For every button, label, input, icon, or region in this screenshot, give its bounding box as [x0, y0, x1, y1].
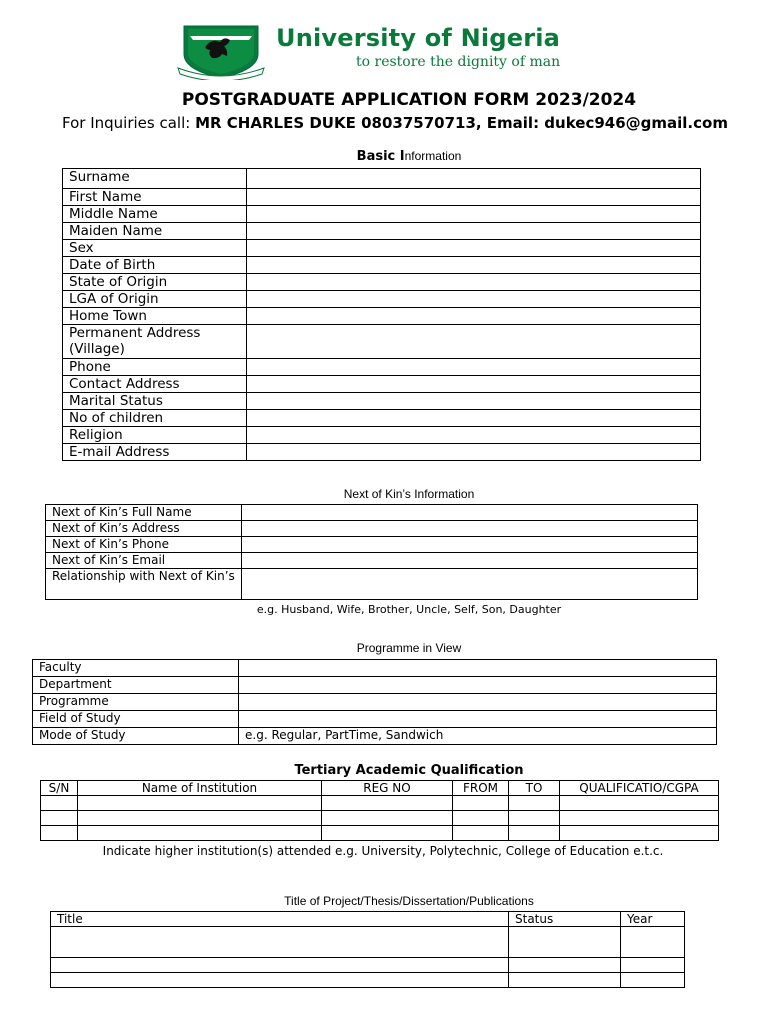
- form-row: [63, 359, 701, 376]
- field-label: Contact Address: [63, 376, 247, 393]
- field-label: Date of Birth: [63, 257, 247, 274]
- projects-heading: Title of Project/Thesis/Dissertation/Publications: [284, 894, 534, 908]
- form-row: [33, 728, 717, 745]
- form-row: [63, 427, 701, 444]
- table-cell[interactable]: [509, 811, 560, 826]
- field-label: Relationship with Next of Kin’s: [46, 569, 242, 600]
- field-label: Next of Kin’s Full Name: [46, 505, 242, 521]
- table-row: [51, 958, 685, 973]
- form-row: [46, 553, 698, 569]
- tertiary-heading: [0, 763, 768, 778]
- projects-table: [50, 911, 685, 988]
- basic-info-heading: [0, 149, 768, 164]
- table-cell[interactable]: [78, 826, 322, 841]
- permanent-address-village-field[interactable]: [247, 325, 701, 359]
- next-of-kin-s-email-field[interactable]: [242, 553, 698, 569]
- contact-address-field[interactable]: [247, 376, 701, 393]
- middle-name-field[interactable]: [247, 206, 701, 223]
- form-row: [63, 169, 701, 189]
- relationship-with-next-of-kin-s-field[interactable]: [242, 569, 698, 600]
- table-cell[interactable]: [621, 927, 685, 958]
- column-header: FROM: [453, 781, 509, 796]
- form-title: POSTGRADUATE APPLICATION FORM 2023/2024: [181, 90, 637, 110]
- table-cell[interactable]: [509, 973, 621, 988]
- field-label: Next of Kin’s Email: [46, 553, 242, 569]
- table-cell[interactable]: [453, 796, 509, 811]
- university-logo: [176, 24, 266, 80]
- form-row: [33, 660, 717, 677]
- table-row: [51, 973, 685, 988]
- field-label: Maiden Name: [63, 223, 247, 240]
- field-label: State of Origin: [63, 274, 247, 291]
- programme-field[interactable]: [239, 694, 717, 711]
- table-cell[interactable]: [322, 826, 453, 841]
- university-name: University of Nigeria: [276, 24, 561, 52]
- form-row: [63, 325, 701, 359]
- form-row: [46, 569, 698, 600]
- table-row: [41, 796, 719, 811]
- field-label: E-mail Address: [63, 444, 247, 461]
- form-row: [63, 444, 701, 461]
- next-of-kin-table: [45, 504, 698, 600]
- form-row: [46, 505, 698, 521]
- table-cell[interactable]: [322, 796, 453, 811]
- table-cell[interactable]: [560, 796, 719, 811]
- next-of-kin-s-full-name-field[interactable]: [242, 505, 698, 521]
- field-label: Home Town: [63, 308, 247, 325]
- field-label: Sex: [63, 240, 247, 257]
- form-row: [63, 376, 701, 393]
- basic-info-table: [62, 168, 701, 461]
- table-cell[interactable]: [41, 811, 78, 826]
- field-label: Marital Status: [63, 393, 247, 410]
- university-motto: to restore the dignity of man: [356, 54, 561, 70]
- field-label: Middle Name: [63, 206, 247, 223]
- form-row: [63, 291, 701, 308]
- column-header: Status: [509, 912, 621, 927]
- religion-field[interactable]: [247, 427, 701, 444]
- state-of-origin-field[interactable]: [247, 274, 701, 291]
- inquiry-prefix: For Inquiries call:: [62, 114, 196, 132]
- e-mail-address-field[interactable]: [247, 444, 701, 461]
- form-row: [46, 537, 698, 553]
- field-label: Surname: [63, 169, 247, 189]
- table-cell[interactable]: [41, 826, 78, 841]
- date-of-birth-field[interactable]: [247, 257, 701, 274]
- phone-field[interactable]: [247, 359, 701, 376]
- table-row: [41, 811, 719, 826]
- form-row: [33, 711, 717, 728]
- table-cell[interactable]: [509, 796, 560, 811]
- field-label: Programme: [33, 694, 239, 711]
- surname-field[interactable]: [247, 169, 701, 189]
- form-row: [63, 206, 701, 223]
- lga-of-origin-field[interactable]: [247, 291, 701, 308]
- table-cell[interactable]: [453, 826, 509, 841]
- form-row: [63, 308, 701, 325]
- first-name-field[interactable]: [247, 189, 701, 206]
- table-row: [51, 927, 685, 958]
- column-header: TO: [509, 781, 560, 796]
- next-of-kin-s-phone-field[interactable]: [242, 537, 698, 553]
- programme-heading: Programme in View: [356, 641, 462, 655]
- next-of-kin-note: e.g. Husband, Wife, Brother, Uncle, Self, Son, Daughter: [256, 603, 562, 616]
- field-of-study-field[interactable]: [239, 711, 717, 728]
- form-row: [63, 393, 701, 410]
- table-cell[interactable]: [509, 958, 621, 973]
- field-label: First Name: [63, 189, 247, 206]
- field-label: No of children: [63, 410, 247, 427]
- form-row: [63, 240, 701, 257]
- column-header: Title: [51, 912, 509, 927]
- tertiary-table: [40, 780, 719, 841]
- field-label: Mode of Study: [33, 728, 239, 745]
- basic-info-heading-rest: nformation: [404, 149, 462, 163]
- home-town-field[interactable]: [247, 308, 701, 325]
- table-row: [41, 826, 719, 841]
- table-cell[interactable]: [322, 811, 453, 826]
- table-cell[interactable]: [51, 973, 509, 988]
- table-cell[interactable]: [78, 811, 322, 826]
- table-cell[interactable]: [51, 958, 509, 973]
- tertiary-heading-text: Tertiary Academic Qualification: [294, 763, 524, 778]
- table-cell[interactable]: [41, 796, 78, 811]
- inquiry-line: [0, 114, 768, 132]
- form-row: [33, 677, 717, 694]
- form-row: [63, 257, 701, 274]
- no-of-children-field[interactable]: [247, 410, 701, 427]
- inquiry-contact: MR CHARLES DUKE 08037570713, Email: dukec946@gmail.com: [195, 114, 728, 132]
- table-cell[interactable]: [51, 927, 509, 958]
- form-row: [33, 694, 717, 711]
- table-cell[interactable]: [621, 958, 685, 973]
- form-row: [63, 223, 701, 240]
- table-cell[interactable]: [560, 811, 719, 826]
- maiden-name-field[interactable]: [247, 223, 701, 240]
- basic-info-heading-bold: Basic I: [356, 149, 405, 164]
- field-label: Department: [33, 677, 239, 694]
- column-header: REG NO: [322, 781, 453, 796]
- table-cell[interactable]: [509, 826, 560, 841]
- table-cell[interactable]: [509, 927, 621, 958]
- marital-status-field[interactable]: [247, 393, 701, 410]
- next-of-kin-heading: Next of Kin’s Information: [343, 487, 475, 501]
- tertiary-note: Indicate higher institution(s) attended e.g. University, Polytechnic, College of Education e.t.c.: [102, 844, 664, 858]
- column-header: Year: [621, 912, 685, 927]
- mode-of-study-field[interactable]: e.g. Regular, PartTime, Sandwich: [239, 728, 717, 745]
- next-of-kin-s-address-field[interactable]: [242, 521, 698, 537]
- field-label: Next of Kin’s Phone: [46, 537, 242, 553]
- field-label: LGA of Origin: [63, 291, 247, 308]
- column-header: QUALIFICATIO/CGPA: [560, 781, 719, 796]
- sex-field[interactable]: [247, 240, 701, 257]
- field-label: Phone: [63, 359, 247, 376]
- form-row: [63, 189, 701, 206]
- field-label: Next of Kin’s Address: [46, 521, 242, 537]
- table-cell[interactable]: [78, 796, 322, 811]
- table-cell[interactable]: [560, 826, 719, 841]
- field-label: Field of Study: [33, 711, 239, 728]
- programme-table: [32, 659, 717, 745]
- column-header: S/N: [41, 781, 78, 796]
- department-field[interactable]: [239, 677, 717, 694]
- form-row: [46, 521, 698, 537]
- table-cell[interactable]: [453, 811, 509, 826]
- field-label: Permanent Address (Village): [63, 325, 247, 359]
- field-label: Faculty: [33, 660, 239, 677]
- field-label: Religion: [63, 427, 247, 444]
- column-header: Name of Institution: [78, 781, 322, 796]
- form-row: [63, 274, 701, 291]
- table-cell[interactable]: [621, 973, 685, 988]
- faculty-field[interactable]: [239, 660, 717, 677]
- form-row: [63, 410, 701, 427]
